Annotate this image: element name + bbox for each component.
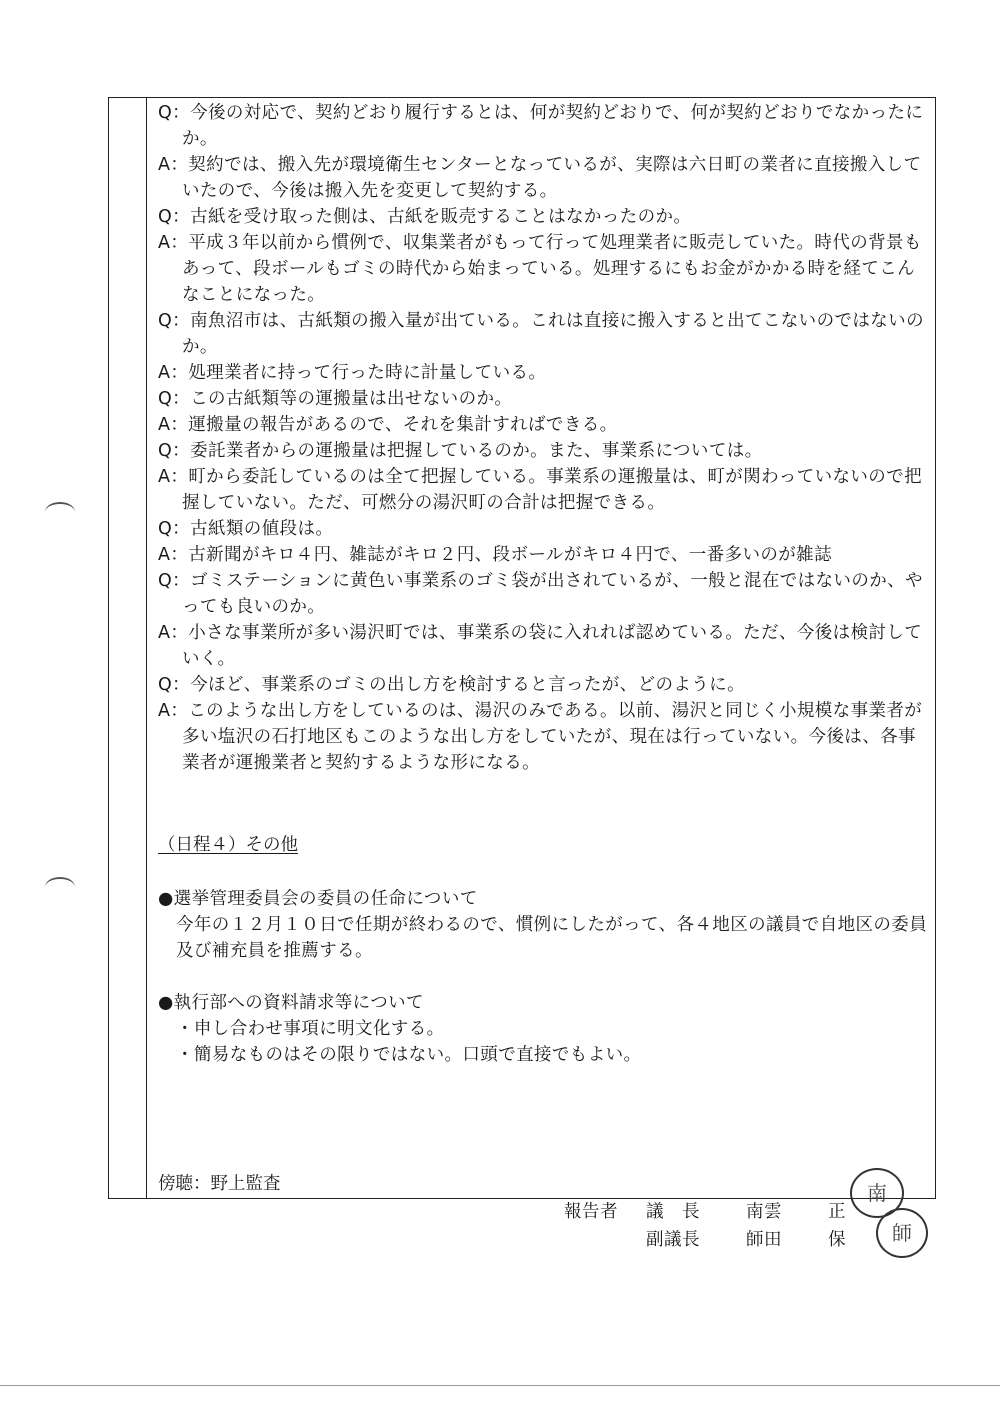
qa-line: A：処理業者に持って行った時に計量している。 <box>158 363 547 383</box>
vice-chair-title: 副議長 <box>646 1230 700 1250</box>
item-point: ・申し合わせ事項に明文化する。 <box>176 1019 445 1039</box>
qa-line: Q：古紙を受け取った側は、古紙を販売することはなかったのか。 <box>158 207 692 227</box>
scan-edge-line <box>0 1385 1000 1386</box>
qa-line: A：このような出し方をしているのは、湯沢のみである。以前、湯沢と同じく小規模な事業者が多い塩沢の石打地区もこのような出し方をしていたが、現在は行っていない。今後は、各事業者が運搬業者と契約するような形になる。 <box>158 701 923 773</box>
punch-hole-top <box>45 502 75 522</box>
item-heading: ●執行部への資料請求等について <box>158 993 424 1013</box>
vice-chair-seal <box>876 1208 928 1258</box>
qa-line: A：平成３年以前から慣例で、収集業者がもって行って処理業者に販売していた。時代の背景もあって、段ボールもゴミの時代から始まっている。処理するにもお金がかかる時を経てこんなことになった。 <box>158 233 922 305</box>
observer-note: 傍聴：野上監査 <box>158 1174 281 1194</box>
section-title: （日程４）その他 <box>158 835 298 855</box>
seal-mark <box>878 1210 926 1256</box>
vice-chair-surname: 師田 <box>746 1230 782 1250</box>
vice-chair-given-name: 保 <box>828 1230 846 1250</box>
document-request-item <box>158 990 928 1068</box>
qa-line: A：小さな事業所が多い湯沢町では、事業系の袋に入れれば認めている。ただ、今後は検討していく。 <box>158 623 923 669</box>
qa-line: Q：委託業者からの運搬量は把握しているのか。また、事業系については。 <box>158 441 763 461</box>
item-body: 今年の１２月１０日で任期が終わるので、慣例にしたがって、各４地区の議員で自地区の委員及び補充員を推薦する。 <box>176 915 928 961</box>
reporter-label: 報告者 <box>564 1202 618 1222</box>
qa-line: Q：今ほど、事業系のゴミの出し方を検討すると言ったが、どのように。 <box>158 675 745 695</box>
qa-line: Q：今後の対応で、契約どおり履行するとは、何が契約どおりで、何が契約どおりでなかったにか。 <box>158 103 924 149</box>
chair-surname: 南雲 <box>746 1202 782 1222</box>
qa-line: Q：この古紙類等の運搬量は出せないのか。 <box>158 389 513 409</box>
seal-glyph: 南 <box>867 1181 887 1205</box>
punch-hole-bottom <box>45 877 75 897</box>
qa-line: Q：ゴミステーションに黄色い事業系のゴミ袋が出されているが、一般と混在ではないのか、やっても良いのか。 <box>158 571 923 617</box>
qa-line: A：運搬量の報告があるので、それを集計すればできる。 <box>158 415 618 435</box>
chair-given-name: 正 <box>828 1202 846 1222</box>
qa-line: Q：南魚沼市は、古紙類の搬入量が出ている。これは直接に搬入すると出てこないのではないのか。 <box>158 311 924 357</box>
qa-line: A：古新聞がキロ４円、雑誌がキロ２円、段ボールがキロ４円で、一番多いのが雑誌 <box>158 545 832 565</box>
frame-divider <box>146 98 147 1198</box>
item-heading: ●選挙管理委員会の委員の任命について <box>158 889 478 909</box>
qa-line: Q：古紙類の値段は。 <box>158 519 334 539</box>
item-point: ・簡易なものはその限りではない。口頭で直接でもよい。 <box>176 1045 642 1065</box>
qa-line: A：町から委託しているのは全て把握している。事業系の運搬量は、町が関わっていないので把握していない。ただ、可燃分の湯沢町の合計は把握できる。 <box>158 467 922 513</box>
chair-title: 議 長 <box>646 1202 700 1222</box>
qa-list <box>158 100 928 776</box>
election-committee-item <box>158 886 928 964</box>
seal-glyph: 師 <box>892 1221 912 1245</box>
qa-line: A：契約では、搬入先が環境衛生センターとなっているが、実際は六日町の業者に直接搬入していたので、今後は搬入先を変更して契約する。 <box>158 155 922 201</box>
